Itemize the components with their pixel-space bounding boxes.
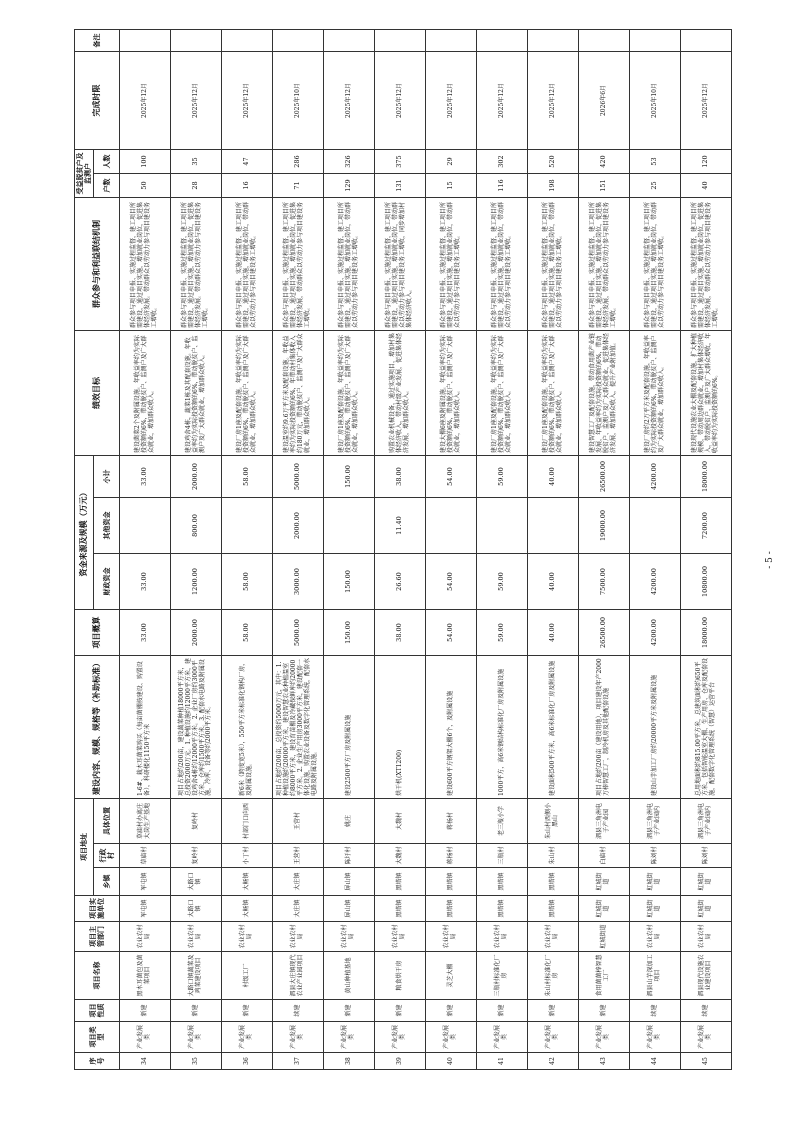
cell-location: 蒋杨村: [426, 799, 477, 844]
header-hh: 户数: [94, 174, 120, 198]
cell-mech: 群众参与项目申报、实施过程监督，建工项目所需建设，通过项目实施，增加就业岗位，带动群众以劳动力参与项目建设务工增收，同步增加村集体经济收入。: [375, 198, 426, 331]
header-mech: 群众参与和利益联结机制: [75, 198, 120, 331]
cell-other: 11.40: [375, 498, 426, 554]
cell-type: 产业发展类: [120, 1022, 171, 1053]
cell-fin: 59.00: [477, 554, 528, 610]
rotated-table-wrapper: [74, 30, 732, 1070]
cell-village: 小丁村: [222, 844, 273, 868]
cell-content: 项目占地约200亩，总投资约5000万元，其中：1. 种植设施约20000平方米，建设智慧农业种植温室约8000平方米，建设育苗棚及冷藏保鲜库约20000平方米。2. 企业生产用房3000平方米，建设配套一体化设施，购置农业设备及数字化管理系统，配套水电路及附属设施。: [273, 656, 324, 799]
header-location: 具体位置: [94, 799, 120, 844]
cell-fin: 33.00: [120, 554, 171, 610]
cell-fin: 10800.00: [681, 554, 732, 610]
cell-town: 大路口镇: [171, 868, 222, 896]
cell-hh: 28: [171, 174, 222, 198]
cell-perf: 建设厂房1座及配套设施。年收益率约为实际投资额的6%，带动脱贫户、监测户及广大群众就业，增加群众收入。: [477, 331, 528, 456]
cell-pp: 520: [528, 150, 579, 174]
cell-time: 2025年12月: [528, 52, 579, 150]
cell-content: 建设面积500平方米，高6米标准化厂房及附属设施: [528, 656, 579, 799]
cell-dept: 虹城街道: [579, 922, 630, 952]
cell-content: 烘干机(XT1200): [375, 656, 426, 799]
cell-name: 朱山村标准化厂房: [528, 952, 579, 1000]
cell-fin: 26.60: [375, 554, 426, 610]
page-number: - 5 -: [764, 551, 775, 569]
cell-subtotal: 150.00: [324, 456, 375, 498]
cell-nature: 续建: [273, 1000, 324, 1022]
cell-nature: 新建: [477, 1000, 528, 1022]
cell-location: 老三瓶小学: [477, 799, 528, 844]
table-row: [222, 30, 273, 1070]
header-funds: 资金来源及规模（万元）: [75, 456, 94, 610]
cell-other: [630, 498, 681, 554]
cell-perf: 建设现代设施农业大棚及配套设施，扩大种植规模，带动周边群众就业，增加村集体经济收入，带动脱贫户、监测户及广大群众增收，年收益率约为实际投资额的6%。: [681, 331, 732, 456]
cell-nature: 新建: [375, 1000, 426, 1022]
table-row: [324, 30, 375, 1070]
cell-nature: 新建: [324, 1000, 375, 1022]
cell-impl: 屏山镇: [324, 896, 375, 922]
header-addr: 项目地址: [75, 799, 94, 896]
cell-pp: 120: [681, 150, 732, 174]
cell-hh: 25: [630, 174, 681, 198]
cell-perf: 建设菌菜2个及附属设施。年收益率约为实际投资额的6%，带动脱贫户、监测户及广大群众就业，增加群众收入。: [120, 331, 171, 456]
cell-budget: 38.00: [375, 610, 426, 656]
cell-type: 产业发展类: [681, 1022, 732, 1053]
cell-budget: 18000.00: [681, 610, 732, 656]
cell-hh: 15: [426, 174, 477, 198]
cell-dept: 农业农村局: [426, 922, 477, 952]
header-time: 完成时限: [75, 52, 120, 150]
cell-hh: 116: [477, 174, 528, 198]
cell-hh: 71: [273, 174, 324, 198]
cell-name: 大路口镇蔬菜及鸡菜建设项目: [171, 952, 222, 1000]
cell-location: 泗县三角洲电子产业园内: [630, 799, 681, 844]
cell-seq: 40: [426, 1053, 477, 1070]
cell-type: 产业发展类: [375, 1022, 426, 1053]
cell-budget: 5000.00: [273, 610, 324, 656]
cell-note: [171, 30, 222, 52]
table-body: [120, 30, 732, 1070]
cell-pp: 29: [426, 150, 477, 174]
cell-town: 虹城街道: [630, 868, 681, 896]
cell-village: 草庙村: [120, 844, 171, 868]
cell-note: [579, 30, 630, 52]
cell-time: 2025年12月: [426, 52, 477, 150]
cell-pp: 375: [375, 150, 426, 174]
cell-town: 大畅镇: [222, 868, 273, 896]
cell-location: 大魏村: [375, 799, 426, 844]
cell-subtotal: 5000.00: [273, 456, 324, 498]
cell-dept: 农业农村局: [477, 922, 528, 952]
cell-location: 村部门口向西: [222, 799, 273, 844]
cell-fin: 58.00: [222, 554, 273, 610]
header-other: 其他资金: [94, 498, 120, 554]
header-type: 项目类型: [75, 1022, 120, 1053]
header-fin: 财政资金: [94, 554, 120, 610]
cell-seq: 41: [477, 1053, 528, 1070]
cell-village: 蒋杨村: [426, 844, 477, 868]
cell-dept: 农业农村局: [273, 922, 324, 952]
cell-town: 黑塔镇: [426, 868, 477, 896]
cell-village: 大魏村: [375, 844, 426, 868]
cell-perf: 建设智慧工厂及配套设施，带动食用菌产业链发展，年收益率约为实际投资额的6%，带动脱贫户、监测户及广大群众就业，促进集体经济发展，增加群众收入，提升产业附加值。: [579, 331, 630, 456]
cell-town: 军屯镇: [120, 868, 171, 896]
cell-seq: 36: [222, 1053, 273, 1070]
cell-note: [528, 30, 579, 52]
cell-note: [375, 30, 426, 52]
cell-mech: 群众参与项目申报、实施过程监督，建工项目所需建设，通过项目实施，增加就业岗位，带动群众以劳动力参与项目建设务工增收。: [324, 198, 375, 331]
cell-dept: 农业农村局: [375, 922, 426, 952]
cell-hh: 198: [528, 174, 579, 198]
cell-other: [528, 498, 579, 554]
cell-impl: 军屯镇: [120, 896, 171, 922]
cell-other: 800.00: [171, 498, 222, 554]
cell-budget: 26500.00: [579, 610, 630, 656]
header-town: 乡镇: [94, 868, 120, 896]
cell-seq: 39: [375, 1053, 426, 1070]
cell-pp: 420: [579, 150, 630, 174]
cell-dept: 农业农村局: [528, 922, 579, 952]
cell-perf: 建设厂房1座及配套设施。年收益率约为实际投资额的6%，带动脱贫户、监测户及广大群众就业，增加群众收入。: [222, 331, 273, 456]
cell-time: 2025年12月: [477, 52, 528, 150]
cell-time: 2025年12月: [324, 52, 375, 150]
cell-village: 陈刘村: [630, 844, 681, 868]
cell-town: 黑塔镇: [375, 868, 426, 896]
cell-hh: 151: [579, 174, 630, 198]
cell-budget: 59.00: [477, 610, 528, 656]
table-row: [273, 30, 324, 1070]
cell-town: 虹城街道: [681, 868, 732, 896]
cell-location: 泗县三角洲电子产业园内: [681, 799, 732, 844]
cell-impl: 大路口镇: [171, 896, 222, 922]
cell-location: 姚庄: [324, 799, 375, 844]
header-pp: 人数: [94, 150, 120, 174]
cell-hh: 131: [375, 174, 426, 198]
cell-hh: 40: [681, 174, 732, 198]
cell-nature: 新建: [579, 1000, 630, 1022]
cell-impl: 虹城街道: [579, 896, 630, 922]
cell-budget: 33.00: [120, 610, 171, 656]
header-perf: 绩效目标: [75, 331, 120, 456]
cell-mech: 群众参与项目申报、实施过程监督，建工项目所需建设，通过项目实施，增加就业岗位，带动群众以劳动力参与项目建设务工增收。: [528, 198, 579, 331]
cell-perf: 建设厂房约2万平方米及配套设施，年收益率约为实际投资额的6%，带动脱贫户、监测户及广大群众就业，增加群众收入。: [630, 331, 681, 456]
cell-subtotal: 33.00: [120, 456, 171, 498]
cell-village: 陈刘村: [681, 844, 732, 868]
cell-name: 泗县现代设施农业建设项目: [681, 952, 732, 1000]
cell-pp: 47: [222, 150, 273, 174]
cell-type: 产业发展类: [630, 1022, 681, 1053]
cell-other: 2000.00: [273, 498, 324, 554]
cell-impl: 黑塔镇: [375, 896, 426, 922]
cell-fin: 54.00: [426, 554, 477, 610]
header-note: 备注: [75, 30, 120, 52]
cell-seq: 37: [273, 1053, 324, 1070]
cell-note: [324, 30, 375, 52]
cell-content: 建设山芋加工厂房约20000平方米及附属设施: [630, 656, 681, 799]
cell-town: 虹城街道: [579, 868, 630, 896]
cell-pp: 326: [324, 150, 375, 174]
cell-mech: 群众参与项目申报、实施过程监督，建工项目所需建设，通过项目实施，增加就业岗位，促进集体经济发展。带动群众以劳动力参与项目建设务工增收。: [171, 198, 222, 331]
cell-budget: 58.00: [222, 610, 273, 656]
table-row: [171, 30, 222, 1070]
cell-mech: 群众参与项目申报、实施过程监督，建工项目所需建设，通过项目实施，增加就业岗位，促进集体经济发展，带动群众以劳动力参与项目建设务工增收。: [273, 198, 324, 331]
cell-note: [681, 30, 732, 52]
cell-fin: 40.00: [528, 554, 579, 610]
cell-seq: 45: [681, 1053, 732, 1070]
cell-seq: 35: [171, 1053, 222, 1070]
cell-seq: 38: [324, 1053, 375, 1070]
table-header: [75, 30, 120, 1070]
cell-mech: 群众参与项目申报、实施过程监督，建工项目所需建设，通过项目实施，增加就业岗位，促进集体经济发展，带动群众以劳动力参与项目建设务工增收。: [579, 198, 630, 331]
cell-subtotal: 40.00: [528, 456, 579, 498]
cell-town: 屏山镇: [324, 868, 375, 896]
cell-type: 产业发展类: [171, 1022, 222, 1053]
cell-village: 白庙村: [579, 844, 630, 868]
cell-dept: 农业农村局: [171, 922, 222, 952]
cell-name: 黑木耳菌包及菌菜项目: [120, 952, 171, 1000]
cell-note: [477, 30, 528, 52]
cell-content: 项目占地约200亩（建设用地），项目建设年产2000万棒智慧工厂，制冷机房及其他配套设施: [579, 656, 630, 799]
table-row: [579, 30, 630, 1070]
cell-content: 新6米（跨度宽5米），550平方米标准化钢构厂房，及附属设施。: [222, 656, 273, 799]
cell-subtotal: 38.00: [375, 456, 426, 498]
cell-other: [477, 498, 528, 554]
project-table: [74, 29, 732, 1070]
cell-seq: 42: [528, 1053, 579, 1070]
cell-mech: 群众参与项目申报、实施过程监督，建工项目所需建设，通过项目实施，增加就业岗位，促进集体经济发展，带动群众以劳动力参与项目建设务工增收。: [681, 198, 732, 331]
header-dept: 项目主管部门: [75, 922, 120, 952]
table-row: [375, 30, 426, 1070]
cell-dept: 农业农村局: [630, 922, 681, 952]
cell-note: [120, 30, 171, 52]
cell-nature: 新建: [528, 1000, 579, 1022]
cell-village: 朱山村: [528, 844, 579, 868]
header-village: 行政村: [94, 844, 120, 868]
table-row: [528, 30, 579, 1070]
cell-type: 产业发展类: [273, 1022, 324, 1053]
cell-seq: 34: [120, 1053, 171, 1070]
cell-other: 19000.00: [579, 498, 630, 554]
cell-fin: 3000.00: [273, 554, 324, 610]
cell-perf: 建设温室约9.6万平方米及配套设施。年收益率约为实际投资额的6%，年带动村集体收入约180万元，带动脱贫户、监测户及广大群众就业，增加群众收入。: [273, 331, 324, 456]
cell-town: 黑塔镇: [477, 868, 528, 896]
header-benef: 受益脱贫户及监测户: [75, 150, 94, 198]
cell-dept: 农业农村局: [681, 922, 732, 952]
cell-pp: 302: [477, 150, 528, 174]
cell-impl: 大畅镇: [222, 896, 273, 922]
cell-budget: 40.00: [528, 610, 579, 656]
cell-name: 三瓶村标准化厂房: [477, 952, 528, 1000]
cell-seq: 44: [630, 1053, 681, 1070]
cell-hh: 129: [324, 174, 375, 198]
cell-subtotal: 58.00: [222, 456, 273, 498]
cell-type: 产业发展类: [528, 1022, 579, 1053]
cell-subtotal: 54.00: [426, 456, 477, 498]
cell-impl: 黑塔镇: [426, 896, 477, 922]
table-row: [120, 30, 171, 1070]
cell-location: 朱山村西侧小黑山: [528, 799, 579, 844]
cell-other: 7200.00: [681, 498, 732, 554]
cell-village: 复岭村: [171, 844, 222, 868]
header-budget: 项目概算: [75, 610, 120, 656]
cell-location: 复岭村: [171, 799, 222, 844]
cell-nature: 续建: [630, 1000, 681, 1022]
cell-time: 2025年10月: [630, 52, 681, 150]
cell-impl: 黑塔镇: [477, 896, 528, 922]
cell-pp: 35: [171, 150, 222, 174]
cell-time: 2026年6月: [579, 52, 630, 150]
cell-name: 泗县大庄镇现代农业产业园项目: [273, 952, 324, 1000]
cell-perf: 建设厂房1座及配套设施。年收益率约为实际投资额的6%，带动脱贫户、监测户及广大群众就业，增加群众收入。: [324, 331, 375, 456]
cell-other: [426, 498, 477, 554]
cell-dept: 农业农村局: [324, 922, 375, 952]
cell-impl: 虹城街道: [630, 896, 681, 922]
cell-name: 村级工厂: [222, 952, 273, 1000]
cell-budget: 4200.00: [630, 610, 681, 656]
cell-time: 2025年12月: [375, 52, 426, 150]
cell-perf: 购置农业机械设备，通过实施项目，增加村集体经济收入，带动村级产业发展，促进集体经济发展，增加群众收入。: [375, 331, 426, 456]
cell-impl: 大庄镇: [273, 896, 324, 922]
cell-type: 产业发展类: [579, 1022, 630, 1053]
table-row: [477, 30, 528, 1070]
cell-impl: 黑塔镇: [528, 896, 579, 922]
header-name: 项目名称: [75, 952, 120, 1000]
cell-fin: 1200.00: [171, 554, 222, 610]
cell-subtotal: 2000.00: [171, 456, 222, 498]
cell-content: 建设600平方钢架大棚6个，及附属设施: [426, 656, 477, 799]
header-seq: 序号: [75, 1053, 120, 1070]
cell-content: 建设2500平方厂房及附属设施: [324, 656, 375, 799]
cell-other: [120, 498, 171, 554]
cell-budget: 54.00: [426, 610, 477, 656]
cell-nature: 新建: [426, 1000, 477, 1022]
cell-location: 王营村: [273, 799, 324, 844]
table-row: [426, 30, 477, 1070]
cell-time: 2025年12月: [120, 52, 171, 150]
cell-pp: 286: [273, 150, 324, 174]
cell-type: 产业发展类: [324, 1022, 375, 1053]
cell-name: 黄山种植基地: [324, 952, 375, 1000]
cell-fin: 7500.00: [579, 554, 630, 610]
header-impl: 项目实施单位: [75, 896, 120, 922]
table-row: [681, 30, 732, 1070]
cell-note: [222, 30, 273, 52]
cell-note: [426, 30, 477, 52]
cell-content: 1000平方，高6米钢结构标准化厂房及附属设施: [477, 656, 528, 799]
cell-nature: 新建: [120, 1000, 171, 1022]
cell-other: [324, 498, 375, 554]
cell-name: 粮食烘干房: [375, 952, 426, 1000]
header-content: 建设内容、规模、规格等（补助标准）: [75, 656, 120, 799]
cell-pp: 100: [120, 150, 171, 174]
cell-nature: 新建: [222, 1000, 273, 1022]
cell-village: 三瓶村: [477, 844, 528, 868]
header-subtotal: 小计: [94, 456, 120, 498]
cell-nature: 新建: [171, 1000, 222, 1022]
cell-impl: 虹城街道: [681, 896, 732, 922]
cell-mech: 群众参与项目申报、实施过程监督，建工项目所需建设，通过项目实施，增加就业岗位，带动群众以劳动力参与项目建设务工增收。: [222, 198, 273, 331]
cell-seq: 43: [579, 1053, 630, 1070]
cell-name: 食用菌菌棒智慧工厂: [579, 952, 630, 1000]
cell-mech: 群众参与项目申报、实施过程监督，建工项目所需建设，通过项目实施，增加就业岗位，带动群众以劳动力参与项目建设务工增收。: [477, 198, 528, 331]
cell-budget: 150.00: [324, 610, 375, 656]
cell-village: 王营村: [273, 844, 324, 868]
cell-location: 草庙村办离庄大岗生产基地: [120, 799, 171, 844]
cell-type: 产业发展类: [477, 1022, 528, 1053]
cell-subtotal: 18000.00: [681, 456, 732, 498]
cell-content: 总用地面积约815.00平方米，总建筑面积约650平方米，包括智能温室大棚、生产用房、仓库及配套设施，配套数字化管理系统（智慧）运营平台: [681, 656, 732, 799]
cell-perf: 建设鸡舍4栋，蔬菜1栋及其配套设施。年收益率约为实际投资额的6%，带动脱贫户、监测户及广大群众就业，增加群众收入。: [171, 331, 222, 456]
cell-subtotal: 4200.00: [630, 456, 681, 498]
cell-name: 灵芝大棚: [426, 952, 477, 1000]
cell-budget: 2000.00: [171, 610, 222, 656]
cell-perf: 建设大棚6座及附属设施。年收益率约为实际投资额的6%，带动脱贫户、监测户及广大群众就业，增加群众收入。: [426, 331, 477, 456]
cell-time: 2025年12月: [171, 52, 222, 150]
cell-town: 黑塔镇: [528, 868, 579, 896]
cell-hh: 16: [222, 174, 273, 198]
cell-pp: 53: [630, 150, 681, 174]
cell-name: 泗县山芋深加工项目: [630, 952, 681, 1000]
cell-type: 产业发展类: [222, 1022, 273, 1053]
cell-perf: 建设厂房1座及配套设施。年收益率约为实际投资额的6%，带动脱贫户、监测户及广大群众就业，增加群众收入。: [528, 331, 579, 456]
cell-dept: 农业农村局: [120, 922, 171, 952]
cell-note: [273, 30, 324, 52]
cell-other: [222, 498, 273, 554]
cell-note: [630, 30, 681, 52]
cell-mech: 群众参与项目申报、实施过程监督，建工项目所需建设，通过项目实施，增加就业岗位，带动群众以劳动力参与项目建设务工增收。: [630, 198, 681, 331]
header-nature: 项目性质: [75, 1000, 120, 1022]
cell-fin: 150.00: [324, 554, 375, 610]
cell-subtotal: 26500.00: [579, 456, 630, 498]
cell-mech: 群众参与项目申报、实施过程监督，建工项目所需建设，通过项目实施，增加就业岗位，带动群众以劳动力参与项目建设务工增收。: [426, 198, 477, 331]
cell-content: 项目占地约200亩，建设蔬菜种植18000平方米，总投资2000万元。1. 种植设施约12000平方米，建设鸡舍4栋约12000平方米。2. 企业厂房约3000平方米，仓库约1500平方米。3. 配套水电路及附属设施，冷库、设备等约2000平方米。: [171, 656, 222, 799]
cell-location: 泗县三角洲电子产业园: [579, 799, 630, 844]
cell-time: 2025年12月: [681, 52, 732, 150]
cell-mech: 群众参与项目申报、实施过程监督，建工项目所需建设，通过项目实施，增加就业岗位，促进集体经济发展。带动群众以劳动力参与项目建设务工增收。: [120, 198, 171, 331]
table-row: [630, 30, 681, 1070]
cell-type: 产业发展类: [426, 1022, 477, 1053]
cell-subtotal: 59.00: [477, 456, 528, 498]
cell-fin: 4200.00: [630, 554, 681, 610]
cell-hh: 50: [120, 174, 171, 198]
cell-dept: 农业农村局: [222, 922, 273, 952]
cell-town: 大庄镇: [273, 868, 324, 896]
cell-village: 陈圩村: [324, 844, 375, 868]
cell-content: 1-6#、栽木耳菌菜购买（每亩菌棚按建设、购置设备），科研楼化1150平方米: [120, 656, 171, 799]
cell-nature: 续建: [681, 1000, 732, 1022]
cell-time: 2025年12月: [222, 52, 273, 150]
cell-time: 2025年10月: [273, 52, 324, 150]
